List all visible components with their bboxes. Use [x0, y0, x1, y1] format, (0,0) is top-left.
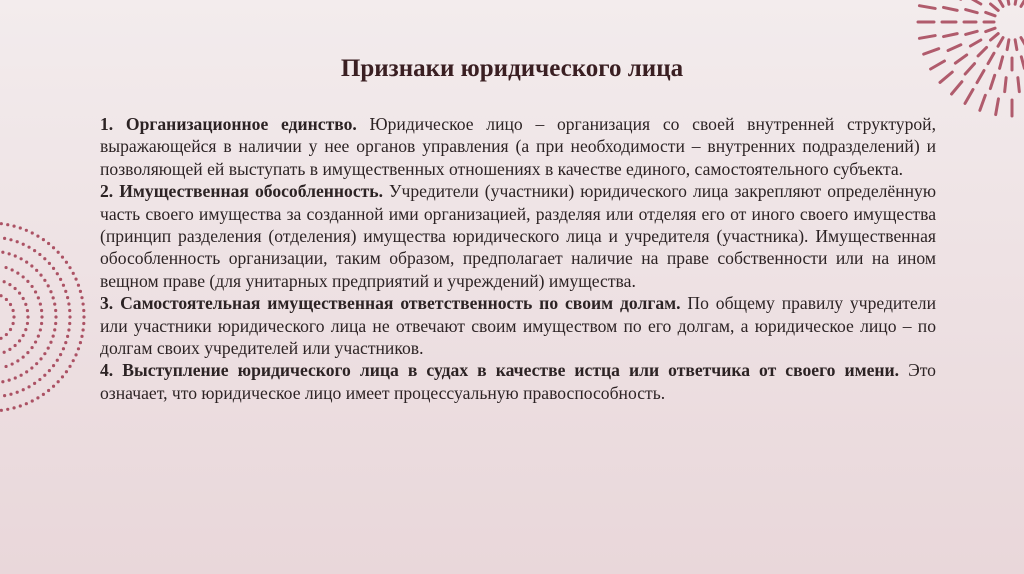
list-item: [100, 180, 936, 292]
item-text: По общему правилу учредители или участники юридического лица не отвечают своим имуществом по его долгам, а юридическое лицо – по долгам своих учредителей или участников.: [100, 293, 937, 359]
item-text: Это означает, что юридическое лицо имеет процессуальную правоспособность.: [100, 360, 936, 403]
item-heading: 4. Выступление юридического лица в судах в качестве истца или ответчика от своего имени.: [100, 360, 900, 381]
item-heading: 3. Самостоятельная имущественная ответственность по своим долгам.: [100, 293, 681, 314]
item-text: Учредители (участники) юридического лица закрепляют определённую часть своего имущества за созданной ими организацией, разделяя или отделяя его от иного своего имущества (принцип разделения (отделения) имущества юридического лица и учредителя (участника). Имущественная обособленность организации, таким образом, предполагает наличие на праве собственности или на ином вещном праве (для унитарных предприятий и учреждений) имущества.: [100, 181, 936, 291]
list-item: [100, 359, 936, 404]
list-item: [100, 113, 936, 180]
slide-title: Признаки юридического лица: [340, 55, 684, 82]
item-text: Юридическое лицо – организация со своей внутренней структурой, выражающейся в наличии у нее органов управления (а при необходимости – внутренних подразделений) и позволяющей ей выступать в имущественных отношениях в качестве единого, самостоятельного субъекта.: [100, 114, 936, 179]
list-item: [100, 292, 936, 359]
concentric-dots-decoration-left: [0, 222, 90, 412]
slide-content: [100, 113, 936, 404]
item-heading: 2. Имущественная обособленность.: [100, 181, 383, 202]
item-heading: 1. Организационное единство.: [100, 114, 357, 134]
